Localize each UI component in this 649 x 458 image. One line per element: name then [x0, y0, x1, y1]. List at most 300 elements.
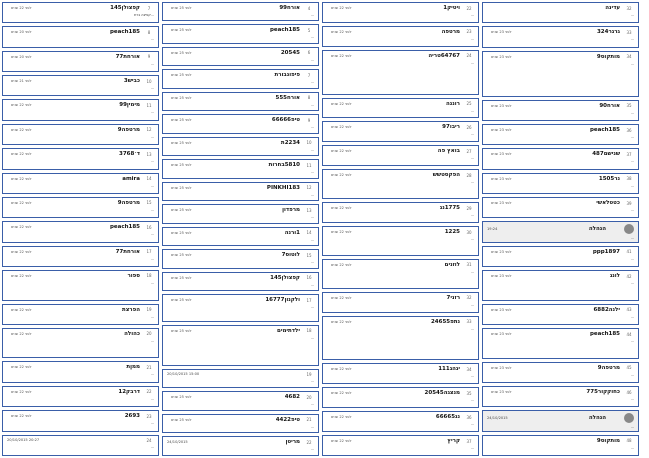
post-card[interactable] — [2, 246, 159, 267]
post-body: ... — [630, 339, 634, 344]
post-number: 19 — [146, 307, 152, 313]
post-author[interactable]: מרפדון — [282, 207, 300, 214]
post-card[interactable] — [162, 204, 319, 223]
post-author[interactable]: 1225 — [444, 229, 460, 236]
post-card[interactable] — [2, 51, 159, 72]
post-author[interactable]: הנהלה — [588, 226, 606, 233]
post-author[interactable]: קפצולן145 — [110, 5, 140, 11]
post-author[interactable]: נר1505 — [598, 175, 620, 182]
post-date: 24/10/2015 — [487, 416, 508, 421]
post-number: 22 — [146, 389, 152, 395]
post-card[interactable] — [162, 69, 319, 88]
post-author[interactable]: שנישם487 — [592, 151, 620, 158]
post-card[interactable] — [322, 145, 479, 166]
post-meta: לפני 25 שנים — [171, 253, 192, 258]
post-header — [7, 54, 154, 60]
post-number: 31 — [466, 262, 472, 268]
post-meta: לפני 22 שנים — [11, 365, 32, 370]
post-body: ... — [630, 281, 634, 286]
post-number: 10 — [146, 78, 152, 84]
post-meta: לפני 25 שנים — [171, 230, 192, 235]
post-card[interactable] — [162, 227, 319, 246]
post-card[interactable] — [162, 294, 319, 322]
post-header — [7, 151, 154, 157]
post-meta: לפני 22 שנים — [331, 206, 352, 211]
post-author[interactable]: 4682 — [284, 394, 300, 401]
post-card[interactable] — [482, 148, 639, 169]
post-header — [487, 331, 634, 337]
post-card[interactable] — [2, 304, 159, 325]
post-body: ... — [310, 260, 314, 265]
post-card[interactable] — [482, 328, 639, 359]
post-card[interactable] — [322, 435, 479, 456]
post-body: ... — [630, 256, 634, 261]
post-column — [482, 2, 639, 456]
post-body: ... — [150, 159, 154, 164]
post-author[interactable]: מימין99 — [119, 102, 140, 109]
post-author[interactable]: 64767טריה — [428, 52, 460, 59]
post-header — [167, 297, 314, 303]
post-meta: לפני 22 שנים — [11, 6, 32, 10]
post-author[interactable]: הפקסטשש — [432, 172, 460, 179]
post-body: ... — [150, 37, 154, 42]
post-author[interactable]: קריץ — [447, 438, 460, 445]
post-card[interactable] — [482, 221, 639, 242]
post-card[interactable] — [162, 414, 319, 433]
post-card[interactable] — [322, 202, 479, 223]
post-body: ... — [470, 108, 474, 113]
post-author[interactable]: 1775נג — [439, 205, 460, 212]
post-number: 34 — [466, 366, 472, 372]
post-author[interactable]: דרבק12 — [118, 388, 140, 395]
post-meta: לפני 25 שנים — [171, 140, 192, 145]
post-meta: לפני 21 שנים — [11, 79, 32, 84]
post-meta: לפני 22 שנים — [11, 307, 32, 312]
post-card[interactable] — [162, 391, 319, 410]
post-author[interactable]: נג66665 — [435, 414, 460, 421]
post-header — [167, 95, 314, 101]
post-body: ... — [630, 110, 634, 115]
post-author[interactable]: 2234ת — [280, 139, 300, 146]
post-author[interactable]: כטטלאשי — [596, 200, 620, 207]
post-column — [162, 2, 319, 456]
post-card[interactable] — [322, 292, 479, 313]
post-author[interactable]: ולקנון16777 — [265, 297, 300, 304]
post-number: 14 — [146, 176, 152, 182]
post-header — [327, 262, 474, 268]
post-body: ... — [630, 314, 634, 319]
post-body: ... — [150, 110, 154, 115]
post-author[interactable]: הנהלה — [588, 415, 606, 422]
post-author[interactable]: לוזנים — [444, 261, 460, 268]
post-number: 24 — [146, 437, 152, 443]
post-card[interactable] — [162, 114, 319, 133]
post-header — [487, 438, 634, 444]
post-author[interactable]: מנצגה20545 — [424, 390, 460, 397]
post-author[interactable]: כהולה — [124, 330, 140, 337]
post-header — [327, 53, 474, 59]
post-meta: לפני 25 שנים — [171, 417, 192, 422]
post-header — [487, 29, 634, 35]
post-body: ... — [470, 60, 474, 65]
post-author[interactable]: מרטפה9 — [597, 364, 620, 371]
post-author[interactable]: עדינה — [605, 5, 620, 11]
post-meta: לפני 22 שנים — [11, 152, 32, 157]
post-number: 41 — [626, 249, 632, 255]
post-author[interactable]: פיפונבורת — [274, 72, 300, 79]
post-number: 17 — [306, 297, 312, 303]
post-card[interactable] — [162, 272, 319, 291]
post-header — [487, 224, 634, 234]
post-card[interactable] — [482, 435, 639, 456]
post-body: ... — [150, 338, 154, 343]
post-body: ... — [630, 13, 634, 17]
post-number: 21 — [306, 417, 312, 423]
post-meta: לפני 22 שנים — [331, 391, 352, 396]
post-author[interactable]: מרטפה9 — [117, 126, 140, 133]
post-card[interactable] — [482, 270, 639, 301]
post-card[interactable] — [162, 159, 319, 178]
post-body: ... — [310, 447, 314, 452]
post-number: 20 — [306, 394, 312, 400]
post-number: 13 — [146, 151, 152, 157]
post-header — [167, 5, 314, 11]
post-author[interactable]: מותקוס9 — [596, 437, 620, 444]
post-author[interactable]: מרטפה9 — [117, 199, 140, 206]
post-author[interactable]: קפצולן145 — [270, 274, 300, 281]
post-body: ... — [470, 156, 474, 161]
post-meta: לפני 22 שנים — [331, 295, 352, 300]
post-meta: לפני 25 שנים — [171, 275, 192, 280]
post-header — [7, 78, 154, 84]
post-author[interactable]: יגהג111 — [438, 366, 460, 373]
post-number: 24 — [466, 53, 472, 59]
post-card[interactable] — [2, 270, 159, 301]
post-author[interactable]: ויטיק1 — [443, 5, 460, 11]
post-card[interactable] — [322, 363, 479, 384]
post-header — [327, 29, 474, 35]
post-body: ... — [470, 237, 474, 242]
post-card[interactable] — [482, 246, 639, 267]
post-author[interactable]: ppp1897 — [592, 248, 620, 255]
post-card[interactable] — [322, 50, 479, 95]
post-header — [327, 148, 474, 154]
post-card[interactable] — [2, 2, 159, 23]
post-card[interactable] — [2, 361, 159, 382]
post-author[interactable]: בואץ פה — [437, 148, 460, 155]
post-header — [487, 307, 634, 313]
post-card[interactable] — [482, 362, 639, 383]
post-header — [7, 307, 154, 313]
post-number: 4 — [307, 5, 311, 11]
post-card[interactable] — [162, 436, 319, 455]
post-card[interactable] — [322, 98, 479, 119]
post-number: 19 — [306, 371, 312, 377]
post-header — [167, 72, 314, 78]
post-body: ... — [310, 215, 314, 220]
post-body: ... — [150, 372, 154, 377]
post-number: 13 — [306, 207, 312, 213]
post-body: ... — [310, 424, 314, 429]
post-card[interactable] — [2, 386, 159, 407]
post-author[interactable]: peach185 — [109, 29, 140, 36]
post-header — [327, 5, 474, 11]
post-card[interactable] — [322, 259, 479, 289]
post-header — [167, 162, 314, 168]
post-author[interactable]: 2693 — [124, 413, 140, 420]
post-card[interactable] — [2, 173, 159, 194]
post-author[interactable]: אורח555 — [275, 94, 300, 101]
post-header — [7, 29, 154, 35]
post-number: 9 — [307, 117, 311, 123]
post-body: ... — [630, 61, 634, 66]
post-header — [7, 176, 154, 182]
post-author[interactable]: מותקוס9 — [596, 53, 620, 60]
post-meta: לפני 22 שנים — [331, 439, 352, 444]
post-number: 35 — [466, 390, 472, 396]
post-card[interactable] — [482, 2, 639, 23]
post-author[interactable]: peach185 — [589, 331, 620, 338]
post-author[interactable]: peach185 — [109, 224, 140, 231]
post-author[interactable]: amira — [122, 175, 140, 182]
post-body: ... — [310, 57, 314, 62]
post-number: 10 — [306, 140, 312, 146]
post-header — [7, 364, 154, 370]
post-card[interactable] — [2, 197, 159, 218]
post-author[interactable]: אורח90 — [599, 102, 620, 109]
post-card[interactable] — [2, 328, 159, 359]
post-header — [7, 224, 154, 230]
post-author[interactable]: רוננה — [446, 100, 460, 107]
post-number: 42 — [626, 273, 632, 279]
post-meta: לפני 25 שנים — [171, 95, 192, 100]
post-number: 32 — [466, 295, 472, 301]
post-card[interactable] — [482, 173, 639, 194]
post-author[interactable]: מרטפה — [441, 28, 460, 35]
post-author[interactable]: אורחת77 — [115, 53, 140, 60]
post-author[interactable]: הפרצת — [121, 306, 140, 313]
post-number: 36 — [626, 127, 632, 133]
post-meta: לפני 25 שנים — [171, 6, 192, 10]
post-meta: לפני 25 שנים — [171, 50, 192, 55]
post-card[interactable] — [2, 221, 159, 242]
post-author[interactable]: אורח99 — [279, 5, 300, 11]
post-header — [167, 275, 314, 281]
post-card[interactable] — [2, 435, 159, 456]
post-author[interactable]: רזני7 — [446, 294, 460, 301]
post-meta: לפני 22 שנים — [331, 125, 352, 130]
post-header — [7, 438, 154, 443]
post-author[interactable]: ספור — [127, 272, 140, 279]
post-author[interactable]: לונג — [609, 273, 620, 280]
avatar-icon — [624, 224, 634, 234]
post-card[interactable] — [482, 304, 639, 325]
post-body: ... — [150, 183, 154, 188]
post-body: ... — [310, 80, 314, 85]
post-number: 48 — [626, 438, 632, 444]
post-meta: לפני 22 שנים — [331, 6, 352, 10]
post-card[interactable] — [322, 121, 479, 142]
post-header — [7, 127, 154, 133]
post-author[interactable]: peach185 — [269, 27, 300, 34]
post-card[interactable] — [162, 24, 319, 43]
post-header — [167, 27, 314, 33]
post-author[interactable]: 5810בחרות — [268, 162, 300, 169]
post-body: ... — [630, 135, 634, 139]
post-card[interactable] — [162, 2, 319, 21]
post-author[interactable]: peach185 — [589, 127, 620, 133]
post-meta: לפני 23 שנים — [491, 390, 512, 394]
post-meta: לפני 25 שנים — [171, 395, 192, 400]
post-body: ... — [470, 132, 474, 137]
post-number: 16 — [146, 224, 152, 230]
post-body: ... — [470, 269, 474, 274]
post-header — [327, 229, 474, 235]
post-card[interactable] — [482, 197, 639, 218]
post-author[interactable]: ילנה6882 — [593, 306, 620, 313]
post-body: ... — [470, 422, 474, 427]
post-header — [327, 295, 474, 301]
post-author[interactable]: נתפ24655 — [430, 318, 460, 325]
post-body: ... — [150, 444, 154, 449]
post-header — [7, 5, 154, 11]
post-meta: לפני 22 שנים — [11, 200, 32, 205]
post-meta: לפני 23 שנים — [491, 201, 512, 206]
post-number: 22 — [466, 5, 472, 11]
post-body: ... — [630, 37, 634, 42]
post-card[interactable] — [2, 410, 159, 431]
post-header — [167, 252, 314, 258]
avatar-icon — [624, 413, 634, 423]
post-meta: לפני 22 שנים — [11, 389, 32, 394]
post-number: 20 — [146, 331, 152, 337]
post-card[interactable] — [2, 124, 159, 145]
post-meta: לפני 25 שנים — [171, 328, 192, 333]
post-number: 39 — [626, 200, 632, 206]
post-meta: לפני 22 שנים — [11, 249, 32, 254]
post-body: ... — [630, 183, 634, 188]
post-card[interactable] — [322, 226, 479, 256]
post-meta: לפני 23 שנים — [491, 274, 512, 279]
post-author[interactable]: ריבו97 — [442, 124, 460, 131]
post-number: 8 — [147, 29, 151, 35]
post-card[interactable] — [162, 47, 319, 66]
post-card[interactable] — [162, 369, 319, 388]
post-card[interactable] — [322, 2, 479, 23]
post-card[interactable] — [322, 26, 479, 47]
post-number: 23 — [146, 413, 152, 419]
post-card[interactable] — [162, 137, 319, 156]
post-card[interactable] — [2, 99, 159, 120]
post-meta: לפני 22 שנים — [331, 149, 352, 154]
post-author[interactable]: ד׳‏3768 — [119, 151, 140, 158]
post-author[interactable]: אורחת77 — [115, 248, 140, 255]
post-body: ... — [150, 232, 154, 237]
post-header — [487, 249, 634, 255]
post-meta: לפני 23 שנים — [491, 128, 512, 132]
post-body: ... — [470, 180, 474, 185]
post-body: ... — [310, 192, 314, 197]
post-card[interactable] — [2, 148, 159, 169]
post-card[interactable] — [322, 411, 479, 432]
post-meta: לפני 20 שנים — [11, 30, 32, 35]
post-card[interactable] — [482, 100, 639, 121]
post-author[interactable]: כביש3 — [123, 78, 140, 85]
post-author[interactable]: ממןת — [126, 364, 140, 371]
post-header — [167, 117, 314, 123]
post-header — [7, 389, 154, 395]
post-author[interactable]: לוטוס7 — [281, 252, 300, 259]
post-card[interactable] — [162, 92, 319, 111]
post-card[interactable] — [322, 316, 479, 361]
post-body: ... — [630, 236, 634, 240]
post-date: 20/10/2015 15:00 — [167, 372, 200, 377]
post-number: 33 — [466, 319, 472, 325]
post-body: ... — [150, 256, 154, 261]
post-number: 12 — [306, 185, 312, 191]
post-header — [7, 249, 154, 255]
post-card[interactable] — [482, 26, 639, 47]
post-number: 34 — [626, 54, 632, 60]
post-number: 30 — [466, 229, 472, 235]
post-card[interactable] — [322, 169, 479, 199]
post-body: ... — [470, 374, 474, 379]
post-card[interactable] — [162, 182, 319, 201]
post-body: ... — [150, 86, 154, 91]
post-number: 27 — [466, 148, 472, 154]
post-meta: לפני 23 שנים — [491, 249, 512, 254]
post-body: ... — [310, 35, 314, 40]
post-author[interactable]: PINKHI183 — [266, 184, 300, 191]
post-number: 26 — [466, 124, 472, 130]
post-card[interactable] — [482, 124, 639, 145]
post-author[interactable]: 1ורנה — [284, 229, 300, 236]
post-body: ... — [470, 398, 474, 403]
post-author[interactable]: ילדתימים — [277, 327, 300, 334]
post-number: 37 — [466, 438, 472, 444]
post-body: ... — [630, 372, 634, 377]
post-header — [487, 103, 634, 109]
post-meta: לפני 25 שנים — [171, 118, 192, 123]
post-card[interactable] — [482, 51, 639, 97]
post-header — [7, 200, 154, 206]
post-header — [7, 102, 154, 108]
post-card[interactable] — [162, 249, 319, 268]
post-number: 11 — [306, 162, 312, 168]
post-card[interactable] — [2, 26, 159, 47]
post-meta: לפני 25 שנים — [171, 163, 192, 168]
post-card[interactable] — [482, 410, 639, 431]
post-card[interactable] — [482, 386, 639, 407]
post-card[interactable] — [2, 75, 159, 96]
post-meta: לפני 22 שנים — [11, 176, 32, 181]
post-card[interactable] — [322, 387, 479, 408]
post-author[interactable]: מריטן — [285, 439, 300, 446]
post-body: ... — [630, 425, 634, 429]
post-date: 19:24 — [487, 227, 498, 232]
post-author[interactable]: טיפ66666 — [271, 117, 300, 124]
post-author[interactable]: 20545 — [280, 49, 300, 56]
post-body: ... — [630, 208, 634, 213]
post-author[interactable]: כחוקקור775 — [586, 389, 620, 395]
post-number: 5 — [307, 27, 311, 33]
post-number: 28 — [466, 172, 472, 178]
post-author[interactable]: טיפ4422 — [275, 416, 300, 423]
post-header — [167, 230, 314, 236]
post-number: 15 — [146, 200, 152, 206]
post-card[interactable] — [162, 325, 319, 366]
post-author[interactable]: גרגר324 — [596, 29, 620, 36]
